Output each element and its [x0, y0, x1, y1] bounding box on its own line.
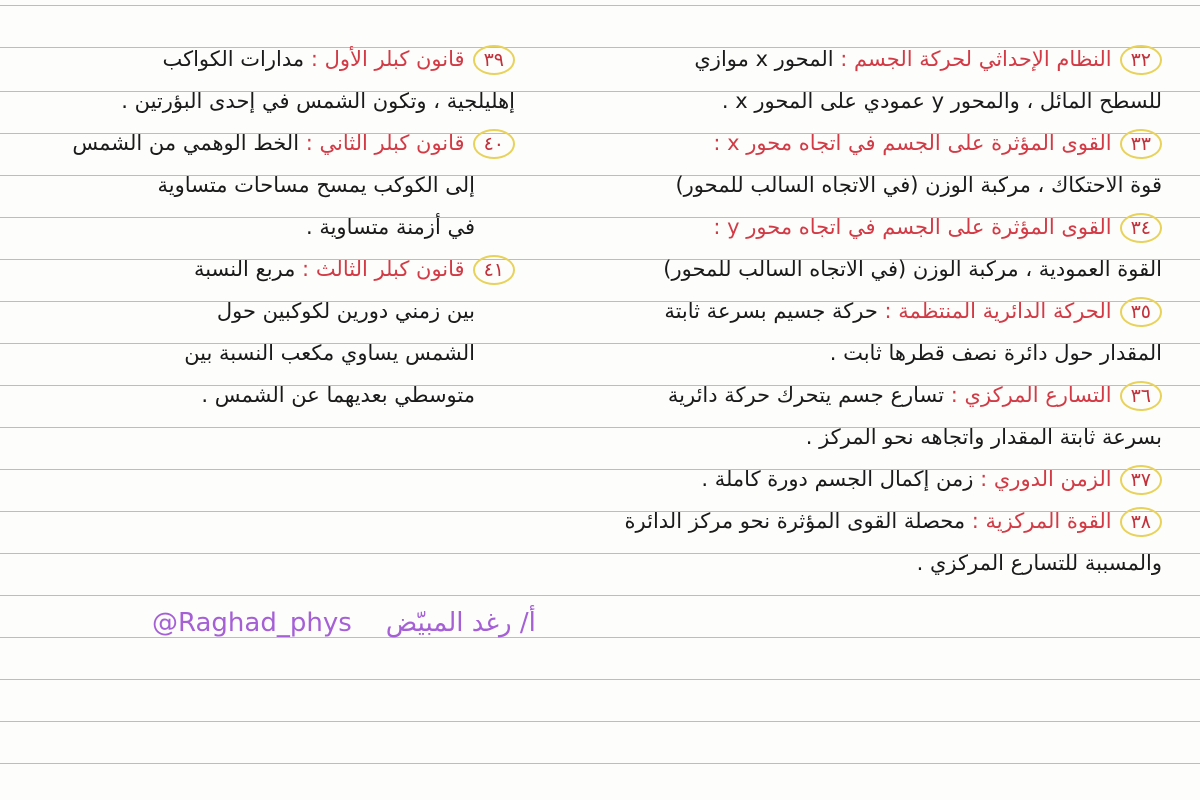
- note-entry-38: ٣٨القوة المركزية : محصلة القوى المؤثرة نحو مركز الدائرة والمسببة للتسارع المركزي .: [472, 500, 1162, 584]
- entry-number-circle: ٣٩: [473, 45, 515, 75]
- entry-number-circle: ٣٧: [1120, 465, 1162, 495]
- note-entry-40: ٤٠قانون كبلر الثاني : الخط الوهمي من الشمس إلى الكوكب يمسح مساحات متساوية في أزمنة متساوية .: [30, 122, 515, 248]
- entry-term: الحركة الدائرية المنتظمة: [898, 299, 1112, 323]
- entry-continuation: في أزمنة متساوية .: [305, 215, 475, 239]
- entry-definition: حركة جسيم بسرعة ثابتة: [664, 299, 878, 323]
- note-entry-36: ٣٦التسارع المركزي : تسارع جسم يتحرك حركة دائرية بسرعة ثابتة المقدار واتجاهه نحو المركز .: [472, 374, 1162, 458]
- entry-continuation: والمسببة للتسارع المركزي .: [916, 551, 1162, 575]
- note-entry-37: ٣٧الزمن الدوري : زمن إكمال الجسم دورة كاملة .: [472, 458, 1162, 500]
- entry-number-circle: ٤١: [473, 255, 515, 285]
- entry-continuation: إهليلجية ، وتكون الشمس في إحدى البؤرتين .: [121, 89, 515, 113]
- note-entry-32: ٣٢النظام الإحداثي لحركة الجسم : المحور x موازي للسطح المائل ، والمحور y عمودي على المحور x .: [472, 38, 1162, 122]
- note-entry-39: ٣٩قانون كبلر الأول : مدارات الكواكب إهليلجية ، وتكون الشمس في إحدى البؤرتين .: [30, 38, 515, 122]
- entry-term: القوى المؤثرة على الجسم في اتجاه محور x: [727, 131, 1112, 155]
- social-handle: @Raghad_phys: [152, 608, 352, 638]
- entry-definition: الخط الوهمي من الشمس: [72, 131, 300, 155]
- entry-definition: المحور x موازي: [694, 47, 834, 71]
- entry-term: قانون كبلر الثالث: [315, 257, 465, 281]
- author-name: أ/ رغد المبيّض: [385, 608, 536, 638]
- entry-number-circle: ٣٢: [1120, 45, 1162, 75]
- entry-term: قانون كبلر الأول: [324, 47, 465, 71]
- entry-term: القوى المؤثرة على الجسم في اتجاه محور y: [727, 215, 1112, 239]
- entry-number-circle: ٣٨: [1120, 507, 1162, 537]
- entry-continuation: بسرعة ثابتة المقدار واتجاهه نحو المركز .: [805, 425, 1162, 449]
- entry-term: الزمن الدوري: [993, 467, 1112, 491]
- entry-number-circle: ٣٦: [1120, 381, 1162, 411]
- entry-continuation: المقدار حول دائرة نصف قطرها ثابت .: [829, 341, 1162, 365]
- entry-definition: مدارات الكواكب: [162, 47, 305, 71]
- entry-definition: تسارع جسم يتحرك حركة دائرية: [667, 383, 945, 407]
- entry-definition: محصلة القوى المؤثرة نحو مركز الدائرة: [624, 509, 966, 533]
- entry-continuation: بين زمني دورين لكوكبين حول: [216, 299, 475, 323]
- left-column-notes: [30, 38, 515, 416]
- entry-continuation: متوسطي بعديهما عن الشمس .: [201, 383, 475, 407]
- note-entry-41: ٤١قانون كبلر الثالث : مربع النسبة بين زمني دورين لكوكبين حول الشمس يساوي مكعب النسبة بين متوسطي بعديهما عن الشمس .: [30, 248, 515, 416]
- entry-term: النظام الإحداثي لحركة الجسم: [854, 47, 1112, 71]
- note-entry-35: ٣٥الحركة الدائرية المنتظمة : حركة جسيم بسرعة ثابتة المقدار حول دائرة نصف قطرها ثابت .: [472, 290, 1162, 374]
- entry-continuation: إلى الكوكب يمسح مساحات متساوية: [157, 173, 475, 197]
- entry-number-circle: ٣٥: [1120, 297, 1162, 327]
- entry-continuation: للسطح المائل ، والمحور y عمودي على المحور x .: [721, 89, 1162, 113]
- entry-continuation: القوة العمودية ، مركبة الوزن (في الاتجاه السالب للمحور): [663, 257, 1162, 281]
- entry-definition: زمن إكمال الجسم دورة كاملة .: [701, 467, 974, 491]
- entry-definition: مربع النسبة: [193, 257, 296, 281]
- signature: [152, 608, 536, 638]
- entry-term: التسارع المركزي: [964, 383, 1112, 407]
- entry-continuation: الشمس يساوي مكعب النسبة بين: [184, 341, 475, 365]
- right-column-notes: [472, 38, 1162, 584]
- entry-continuation: قوة الاحتكاك ، مركبة الوزن (في الاتجاه السالب للمحور): [675, 173, 1162, 197]
- entry-number-circle: ٤٠: [473, 129, 515, 159]
- note-entry-34: ٣٤القوى المؤثرة على الجسم في اتجاه محور y : القوة العمودية ، مركبة الوزن (في الاتجاه السالب للمحور): [472, 206, 1162, 290]
- note-entry-33: ٣٣القوى المؤثرة على الجسم في اتجاه محور x : قوة الاحتكاك ، مركبة الوزن (في الاتجاه السالب للمحور): [472, 122, 1162, 206]
- entry-term: القوة المركزية: [985, 509, 1112, 533]
- entry-number-circle: ٣٣: [1120, 129, 1162, 159]
- entry-term: قانون كبلر الثاني: [319, 131, 465, 155]
- entry-number-circle: ٣٤: [1120, 213, 1162, 243]
